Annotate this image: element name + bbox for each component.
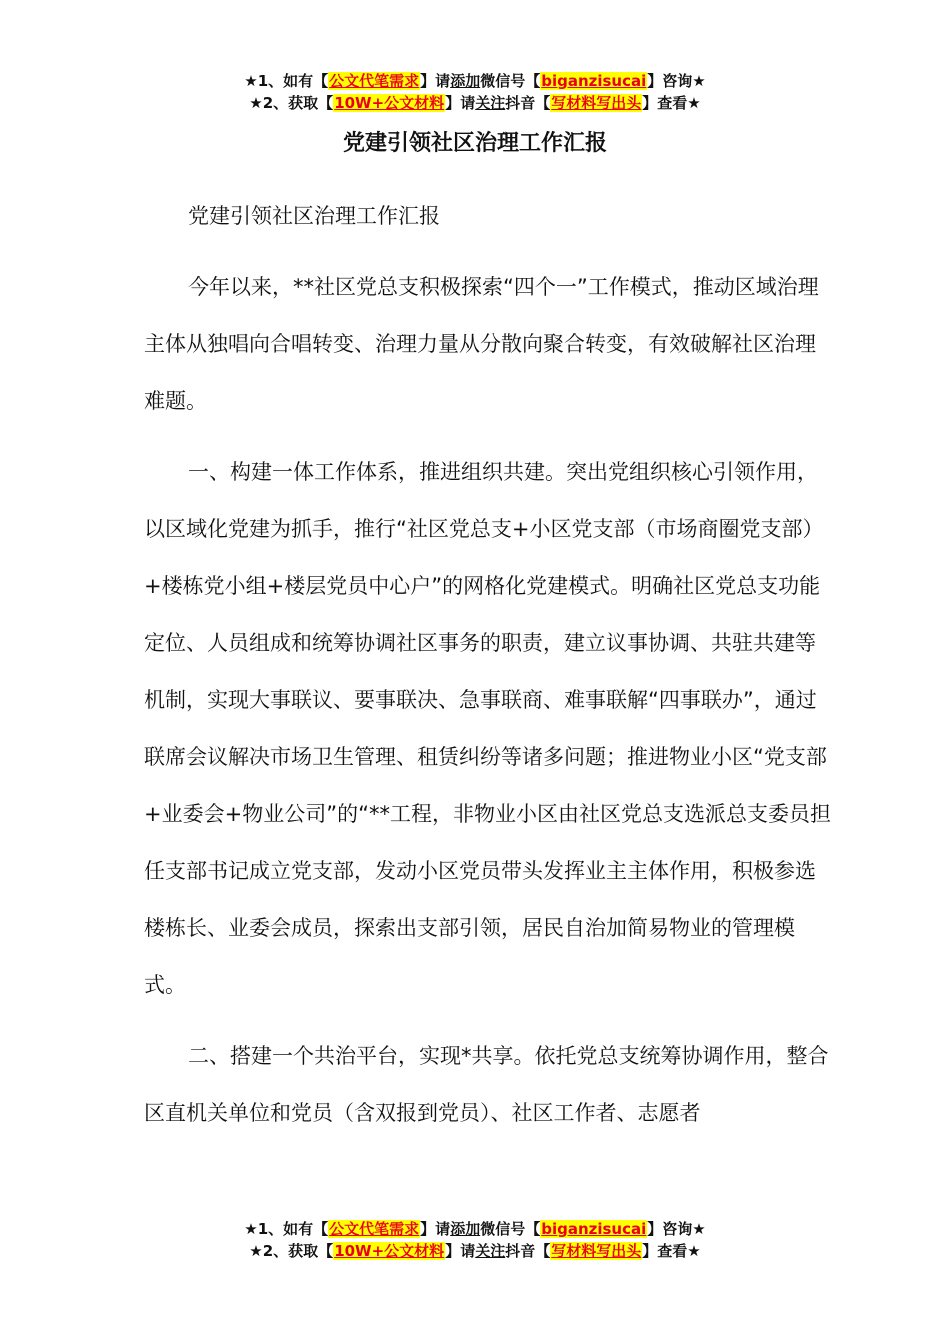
banner-wechat-id: biganzisucai — [541, 72, 647, 90]
paragraph-section-2: 二、搭建一个共治平台，实现*共享。依托党总支统筹协调作用，整合区直机关单位和党员（含双报到党员）、社区工作者、志愿者 — [144, 1044, 829, 1125]
banner-douyin-id: 写材料写出头 — [551, 1242, 642, 1260]
banner-text: ★2、获取【 — [249, 94, 334, 112]
banner-text: 】请 — [420, 1220, 451, 1238]
banner-text: 】咨询★ — [647, 72, 706, 90]
document-title: 党建引领社区治理工作汇报 — [342, 131, 607, 156]
banner-underlined-text: 添加 — [450, 72, 481, 90]
banner-wechat-id: biganzisucai — [541, 1220, 647, 1238]
banner-text: 】请 — [445, 94, 476, 112]
banner-douyin-id: 写材料写出头 — [551, 94, 642, 112]
banner-text: ★1、如有【 — [244, 72, 329, 90]
banner-line-1 — [0, 1218, 950, 1240]
banner-highlight: 公文代笔需求 — [329, 1220, 420, 1238]
banner-underlined-text: 关注 — [475, 1242, 506, 1260]
banner-highlight: 公文代笔需求 — [329, 72, 420, 90]
banner-text: 抖音【 — [505, 94, 551, 112]
banner-line-2 — [0, 92, 950, 114]
paragraph-subtitle: 党建引领社区治理工作汇报 — [188, 204, 440, 228]
banner-highlight: 10W+公文材料 — [334, 94, 445, 112]
footer-banner — [0, 1218, 950, 1262]
banner-highlight: 10W+公文材料 — [334, 1242, 445, 1260]
document-body — [144, 188, 834, 1142]
banner-text: 抖音【 — [505, 1242, 551, 1260]
banner-text: 微信号【 — [480, 1220, 541, 1238]
banner-underlined-text: 添加 — [450, 1220, 481, 1238]
paragraph-intro: 今年以来，**社区党总支积极探索“四个一”工作模式，推动区域治理主体从独唱向合唱转变、治理力量从分散向聚合转变，有效破解社区治理难题。 — [144, 275, 819, 413]
banner-text: 】查看★ — [642, 94, 701, 112]
banner-line-1 — [0, 70, 950, 92]
header-banner — [0, 70, 950, 114]
banner-text: 】请 — [445, 1242, 476, 1260]
banner-underlined-text: 关注 — [475, 94, 506, 112]
paragraph-section-1: 一、构建一体工作体系，推进组织共建。突出党组织核心引领作用，以区域化党建为抓手，推行“社区党总支+小区党支部（市场商圈党支部）+楼栋党小组+楼层党员中心户”的网格化党建模式。明确社区党总支功能定位、人员组成和统筹协调社区事务的职责，建立议事协调、共驻共建等机制，实现大事联议、要事联决、急事联商、难事联解“四事联办”，通过联席会议解决市场卫生管理、租赁纠纷等诸多问题；推进物业小区“党支部+业委会+物业公司”的“**工程，非物业小区由社区党总支选派总支委员担任支部书记成立党支部，发动小区党员带头发挥业主主体作用，积极参选楼栋长、业委会成员，探索出支部引领，居民自治加简易物业的管理模式。 — [144, 460, 831, 997]
banner-text: 】请 — [420, 72, 451, 90]
banner-text: 】查看★ — [642, 1242, 701, 1260]
banner-text: ★1、如有【 — [244, 1220, 329, 1238]
banner-line-2 — [0, 1240, 950, 1262]
banner-text: ★2、获取【 — [249, 1242, 334, 1260]
banner-text: 微信号【 — [480, 72, 541, 90]
banner-text: 】咨询★ — [647, 1220, 706, 1238]
